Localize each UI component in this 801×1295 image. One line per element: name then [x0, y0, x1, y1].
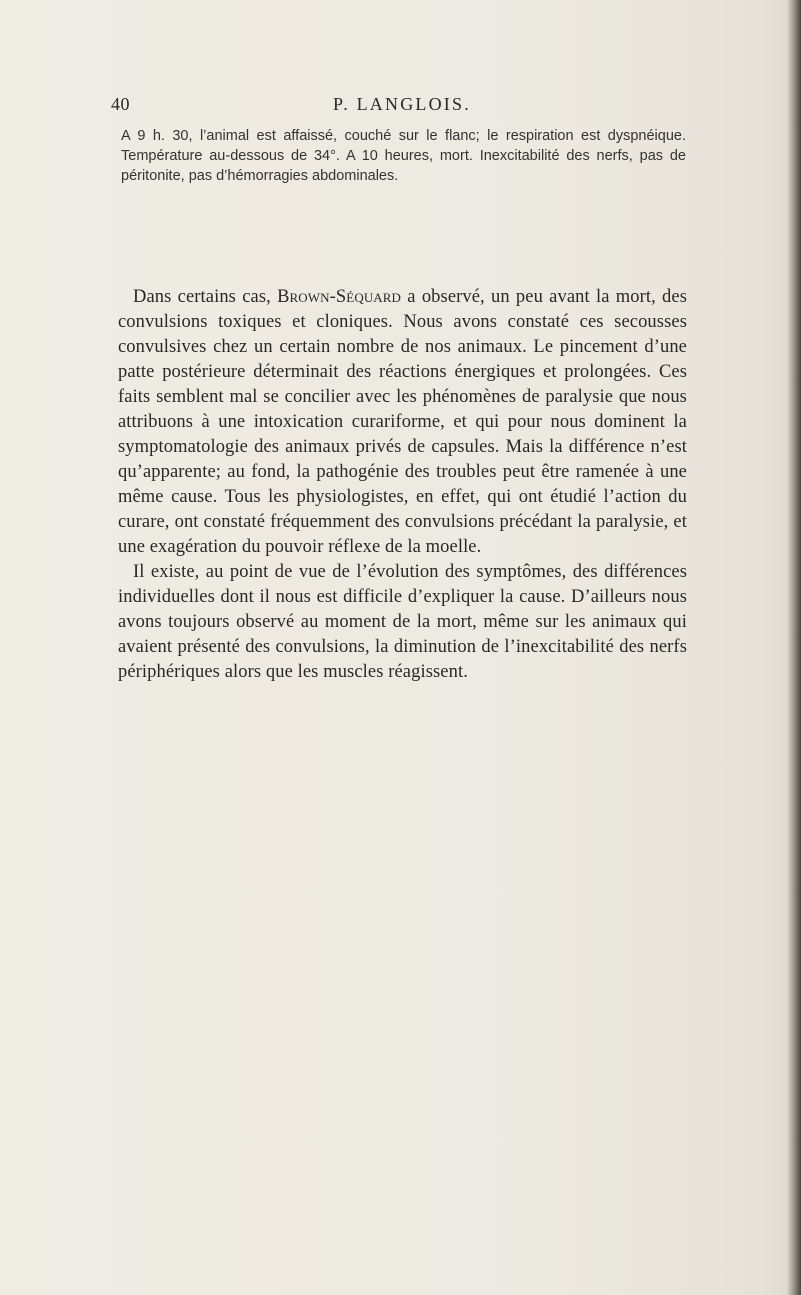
paragraph-convulsions-lead: Dans certains cas,	[133, 287, 278, 307]
page-number: 40	[111, 94, 130, 114]
case-note-paragraph: A 9 h. 30, l’animal est affaissé, couché sur le flanc; le respiration est dyspnéique. Température au-dessous de 34°. A 10 heures, mort. Inexcitabilité des nerfs, pas de péritonite, pas d’hémorragies abdominales.	[121, 128, 686, 184]
paragraph-individual-differences: Il existe, au point de vue de l’évolution des symptômes, des différences individuelles dont il nous est difficile d’expliquer la cause. D’ailleurs nous avons toujours observé au moment de la mort, même sur les animaux qui avaient présenté des convulsions, la diminution de l’inexcitabilité des nerfs périphériques alors que les muscles réagissent.	[118, 562, 687, 682]
author-name: Brown-Séquard	[277, 287, 402, 307]
body-text	[118, 285, 687, 685]
running-head: P. LANGLOIS.	[333, 94, 471, 114]
paragraph-convulsions	[118, 285, 687, 560]
page-header	[111, 94, 701, 120]
page-edge-shadow	[787, 0, 801, 1295]
paragraph-convulsions-rest: a observé, un peu avant la mort, des convulsions toxiques et cloniques. Nous avons constaté ces secousses convulsives chez un certain nombre de nos animaux. Le pincement d’une patte postérieure déterminait des réactions énergiques et prolongées. Ces faits semblent mal se concilier avec les phénomènes de paralysie que nous attribuons à une intoxication curariforme, et qui pour nous dominent la symptomatologie des animaux privés de capsules. Mais la différence n’est qu’apparente; au fond, la pathogénie des troubles peut être ramenée à une même cause. Tous les physiologistes, en effet, qui ont étudié l’action du curare, ont constaté fréquemment des convulsions précédant la paralysie, et une exagération du pouvoir réflexe de la moelle.	[118, 287, 687, 557]
